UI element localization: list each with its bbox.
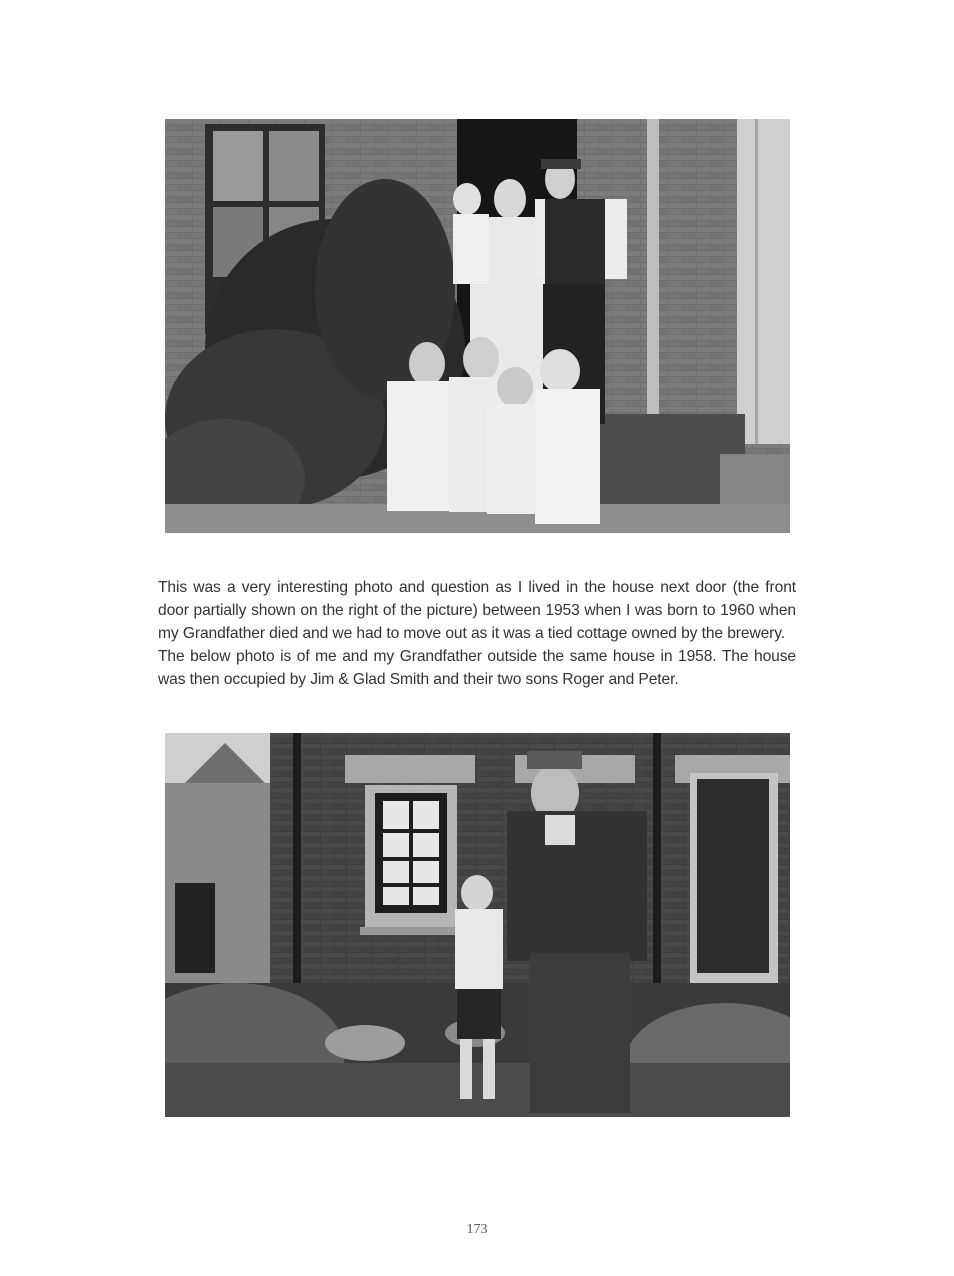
body-text [158,576,796,691]
paragraph-1: This was a very interesting photo and question as I lived in the house next door (the front door partially shown on the right of the picture) between 1953 when I was born to 1960 when my Grandfather died and we had to move out as it was a tied cottage owned by the brewery. [158,579,796,642]
family-doorway-photo [165,119,790,533]
grandfather-and-boy-photo-drawing [165,733,790,1117]
grandfather-and-boy-photo [165,733,790,1117]
paragraph-2: The below photo is of me and my Grandfather outside the same house in 1958. The house was then occupied by Jim & Glad Smith and their two sons Roger and Peter. [158,648,796,688]
family-doorway-photo-drawing [165,119,790,533]
page-number: 173 [466,1222,488,1237]
